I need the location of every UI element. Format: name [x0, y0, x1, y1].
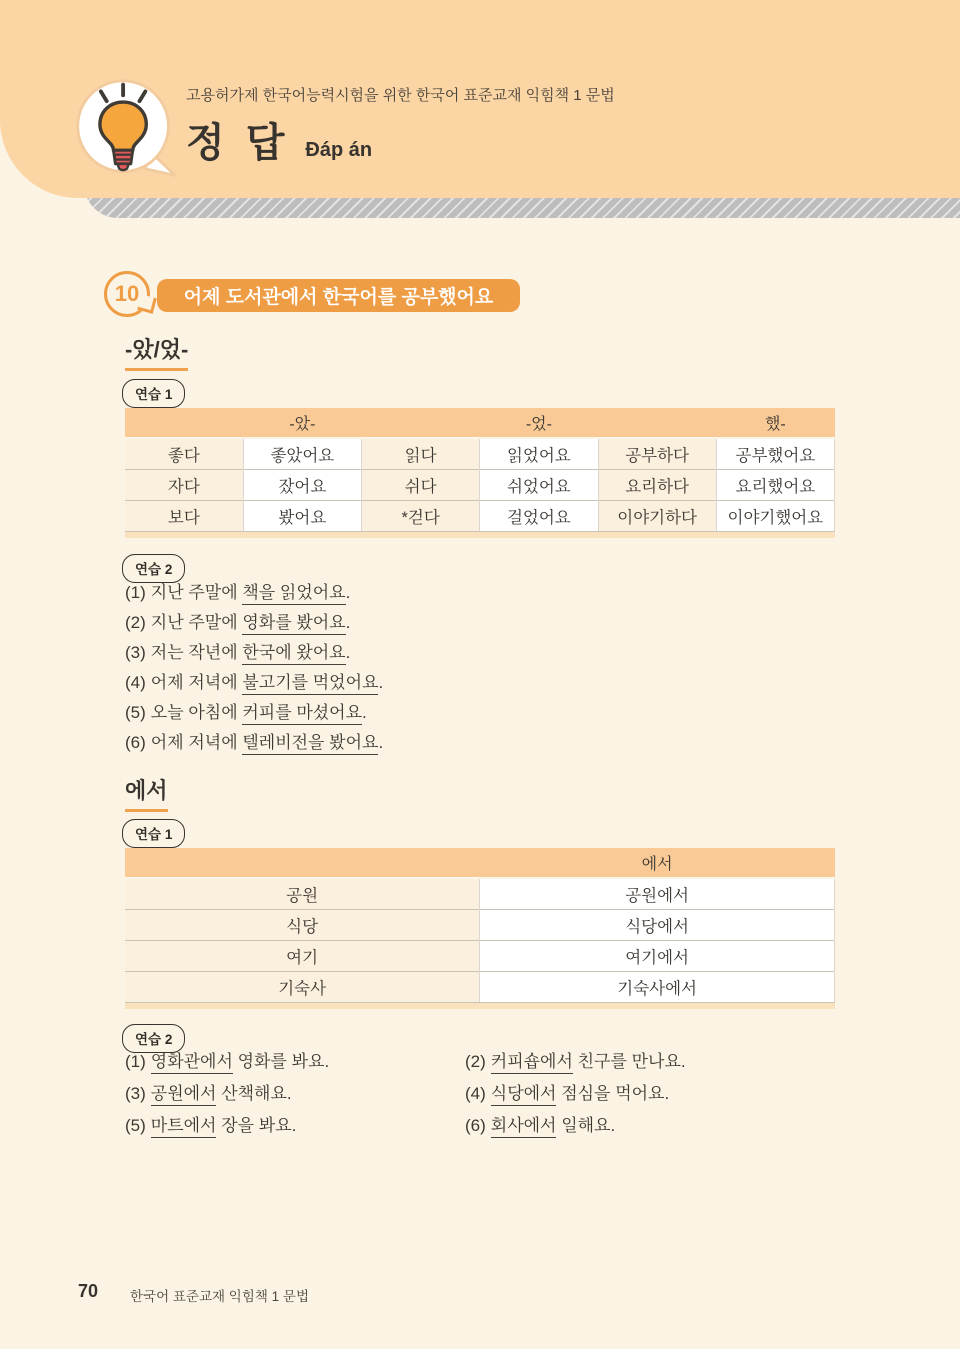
table-cell: 요리했어요: [716, 469, 834, 500]
table-cell: 자다: [125, 469, 243, 500]
item-answer: 책을 읽었어요: [242, 583, 345, 605]
table-cell: 걸었어요: [480, 500, 598, 531]
table-row: [125, 940, 835, 971]
item-number: (1): [125, 583, 146, 602]
table-cell: 여기에서: [480, 940, 835, 971]
section-heading-past-tense: -았/었-: [125, 333, 188, 371]
item-answer: 마트에서: [151, 1116, 217, 1138]
table-cell: 쉬었어요: [480, 469, 598, 500]
item-number: (4): [125, 673, 146, 692]
list-item: [125, 1084, 465, 1104]
item-post: 영화를 봐요.: [232, 1052, 330, 1071]
list-item: [125, 673, 383, 693]
item-answer: 한국에 왔어요: [242, 643, 345, 665]
table-header-eot: -었-: [480, 408, 598, 438]
list-item: [465, 1084, 686, 1104]
item-pre: 지난 주말에: [150, 583, 243, 602]
table-row: [125, 971, 835, 1002]
table-cell: 기숙사에서: [480, 971, 835, 1002]
item-post: .: [378, 673, 384, 692]
table-cell: 좋았어요: [243, 438, 361, 469]
eseo-table: [125, 848, 835, 1009]
table-cell: 식당: [125, 909, 480, 940]
list-item: [125, 643, 383, 663]
list-item: [465, 1052, 686, 1072]
item-post: 점심을 먹어요.: [556, 1084, 670, 1103]
list-item: [125, 1116, 465, 1136]
table-cell: 읽었어요: [480, 438, 598, 469]
item-post: 산책해요.: [216, 1084, 292, 1103]
section-heading-eseo: 에서: [125, 774, 168, 812]
table-cell: 읽다: [362, 438, 480, 469]
lesson-number-badge: [104, 271, 150, 317]
item-post: .: [378, 733, 384, 752]
table-header-haet: 했-: [716, 408, 834, 438]
practice1-badge-past: 연습 1: [122, 379, 185, 408]
list-item: [465, 1116, 686, 1136]
conjugation-table-grid: [125, 408, 835, 532]
item-answer: 회사에서: [491, 1116, 557, 1138]
item-post: .: [345, 613, 351, 632]
item-pre: 지난 주말에: [150, 613, 243, 632]
table-cell: 공부하다: [598, 438, 716, 469]
table-cell: 쉬다: [362, 469, 480, 500]
table-header-row: [125, 408, 835, 438]
list-item: [125, 703, 383, 723]
item-number: (5): [125, 703, 146, 722]
item-answer: 커피를 마셨어요: [242, 703, 362, 725]
table-header-empty: [362, 408, 480, 438]
table-cell: 공부했어요: [716, 438, 834, 469]
table-cell: 잤어요: [243, 469, 361, 500]
table-cell: 여기: [125, 940, 480, 971]
table-header-eseo: 에서: [480, 848, 835, 878]
item-number: (6): [465, 1116, 486, 1135]
item-number: (3): [125, 1084, 146, 1103]
item-post: .: [345, 583, 351, 602]
item-answer: 커피숍에서: [491, 1052, 573, 1074]
page-subtitle: Đáp án: [305, 139, 373, 161]
table-bottom-strip: [125, 532, 835, 538]
table-header-empty: [598, 408, 716, 438]
table-cell: *걷다: [362, 500, 480, 531]
table-cell: 기숙사: [125, 971, 480, 1002]
item-pre: 오늘 아침에: [150, 703, 243, 722]
series-title: 고용허가제 한국어능력시험을 위한 한국어 표준교재 익힘책 1 문법: [186, 87, 615, 104]
table-header-at: -았-: [243, 408, 361, 438]
table-cell: 보다: [125, 500, 243, 531]
item-number: (5): [125, 1116, 146, 1135]
item-pre: 저는 작년에: [150, 643, 243, 662]
table-cell: 공원: [125, 878, 480, 909]
list-item: [125, 583, 383, 603]
table-cell: 이야기했어요: [716, 500, 834, 531]
answer-list-past: [125, 583, 383, 763]
item-pre: 어제 저녁에: [150, 673, 243, 692]
table-header-row: [125, 848, 835, 878]
practice1-badge-eseo: 연습 1: [122, 819, 185, 848]
page-header: [186, 84, 615, 168]
table-row: [125, 909, 835, 940]
item-number: (2): [465, 1052, 486, 1071]
lesson-title-bar: [157, 279, 520, 312]
item-post: 친구를 만나요.: [572, 1052, 686, 1071]
item-post: .: [362, 703, 367, 722]
table-cell: 좋다: [125, 438, 243, 469]
lightbulb-icon: [72, 76, 180, 188]
practice2-badge-past: 연습 2: [122, 554, 185, 583]
title-row: [186, 111, 615, 168]
table-cell: 공원에서: [480, 878, 835, 909]
list-item: [125, 1052, 465, 1072]
item-answer: 식당에서: [491, 1084, 557, 1106]
item-number: (1): [125, 1052, 146, 1071]
lightbulb-icon-svg: [72, 76, 180, 188]
lesson-title: 어제 도서관에서 한국어를 공부했어요: [183, 287, 494, 308]
table-cell: 요리하다: [598, 469, 716, 500]
practice2-badge-eseo: 연습 2: [122, 1024, 185, 1053]
item-answer: 영화를 봤어요: [242, 613, 345, 635]
item-post: 장을 봐요.: [216, 1116, 297, 1135]
table-row: [125, 878, 835, 909]
page-title: 정 답: [186, 121, 290, 165]
item-number: (6): [125, 733, 146, 752]
table-row: [125, 500, 835, 531]
lesson-number: 10: [114, 281, 140, 306]
conjugation-table: [125, 408, 835, 538]
eseo-table-grid: [125, 848, 835, 1003]
table-header-empty: [125, 848, 480, 878]
list-item: [125, 613, 383, 633]
item-answer: 불고기를 먹었어요: [242, 673, 378, 695]
item-post: .: [345, 643, 351, 662]
item-answer: 영화관에서: [151, 1052, 233, 1074]
table-header-empty: [125, 408, 243, 438]
item-post: 일해요.: [556, 1116, 616, 1135]
table-bottom-strip: [125, 1003, 835, 1009]
table-cell: 식당에서: [480, 909, 835, 940]
footer-book-title: 한국어 표준교재 익힘책 1 문법: [130, 1289, 310, 1304]
table-row: [125, 469, 835, 500]
table-cell: 이야기하다: [598, 500, 716, 531]
item-answer: 공원에서: [151, 1084, 217, 1106]
table-cell: 봤어요: [243, 500, 361, 531]
footer-page-number: 70: [78, 1281, 99, 1301]
list-item: [125, 733, 383, 753]
item-number: (2): [125, 613, 146, 632]
table-row: [125, 438, 835, 469]
item-number: (3): [125, 643, 146, 662]
answer-list-eseo: [125, 1052, 686, 1136]
item-pre: 어제 저녁에: [150, 733, 243, 752]
item-answer: 텔레비전을 봤어요: [242, 733, 378, 755]
item-number: (4): [465, 1084, 486, 1103]
